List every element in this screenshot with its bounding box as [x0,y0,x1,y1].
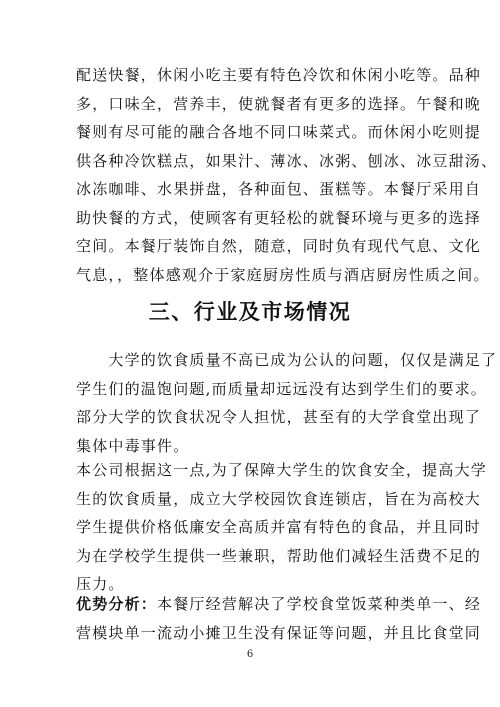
text-line: 助快餐的方式，使顾客有更轻松的就餐环境与更多的选择 [76,208,482,227]
paragraph-company-plan [76,456,487,599]
text-line: 空间。本餐厅装饰自然，随意，同时负有现代气息、文化 [76,237,482,255]
text-line: 学生提供价格低廉安全高质并富有特色的食品，并且同时 [76,518,482,536]
text-line: 冰冻咖啡、水果拼盘，各种面包、蛋糕等。本餐厅采用自 [76,180,482,198]
text-line: 气息，，整体感观介于家庭厨房性质与酒店厨房性质之间。 [76,265,490,284]
advantage-label: 优势分析： [76,595,158,613]
section-heading: 三、行业及市场情况 [148,300,352,324]
text-line: 集体中毒事件。 [76,436,190,455]
text-line [76,590,482,619]
text-line: 本公司根据这一点,为了保障大学生的饮食安全，提高大学 [76,461,487,479]
text-line: 多，口味全，营养丰，使就餐者有更多的选择。午餐和晚 [76,94,482,113]
text-line: 大学的饮食质量不高已成为公认的问题，仅仅是满足了 [76,351,498,369]
page-number: 6 [246,649,254,660]
paragraph-menu-description [76,61,498,289]
text-line: 为在学校学生提供一些兼职，帮助他们减轻生活费不足的 [76,546,482,565]
text-line: 营模块单一流动小摊卫生没有保证等问题，并且比食堂同 [76,623,482,642]
text-line: 生的饮食质量，成立大学校园饮食连锁店，旨在为高校大 [76,489,482,508]
paragraph-industry-problem [76,346,498,460]
text-line: 压力。 [76,575,125,593]
text-line: 学生们的温饱问题,而质量却远远没有达到学生们的要求。 [76,379,487,398]
text-line: 部分大学的饮食状况令人担忧，甚至有的大学食堂出现了 [76,408,482,426]
paragraph-advantage-analysis [76,590,482,647]
text-line: 配送快餐，休闲小吃主要有特色冷饮和休闲小吃等。品种 [76,66,482,84]
text-line: 供各种冷饮糕点，如果汁、薄冰、冰粥、刨冰、冰豆甜汤、 [76,151,498,170]
advantage-text: 本餐厅经营解决了学校食堂饭菜种类单一、经 [157,595,482,613]
text-line: 餐则有尽可能的融合各地不同口味菜式。而休闲小吃则提 [76,123,482,141]
